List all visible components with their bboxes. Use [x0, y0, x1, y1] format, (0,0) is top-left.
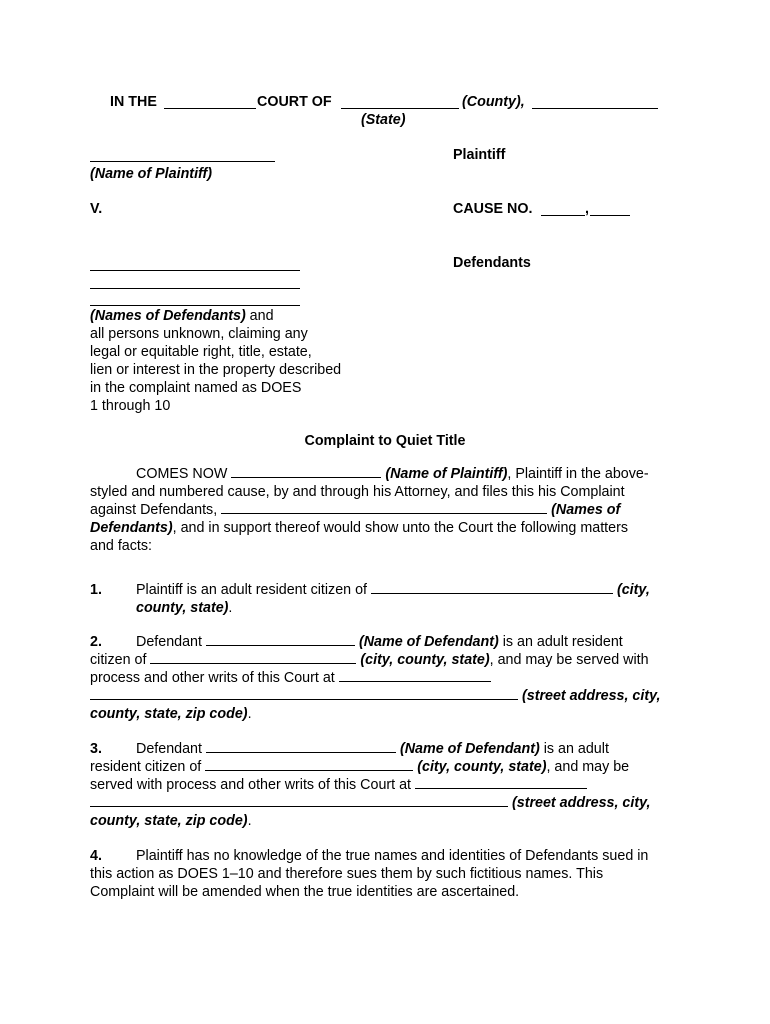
paragraph-number: 4. — [90, 848, 102, 864]
state-label: (State) — [361, 112, 406, 128]
defendants-label: Defendants — [453, 255, 531, 271]
intro-line-5: and facts: — [90, 538, 152, 554]
county-zip-label: county, state, zip code) — [90, 813, 248, 829]
p2-line-5 — [90, 705, 252, 723]
p3-line-5 — [90, 812, 252, 830]
document-title: Complaint to Quiet Title — [304, 433, 466, 449]
unknown-persons-line: 1 through 10 — [90, 398, 171, 414]
defendant-name-blank-1 — [90, 270, 300, 271]
versus-label: V. — [90, 201, 103, 217]
unknown-persons-line: legal or equitable right, title, estate, — [90, 344, 312, 360]
city-label: (city, — [616, 582, 650, 598]
p1-location-blank — [371, 581, 613, 594]
address-blank — [90, 687, 518, 700]
plaintiff-name-blank — [231, 465, 381, 478]
p3-line-2 — [90, 758, 629, 776]
period: . — [228, 600, 233, 616]
name-of-defendant-label: (Name of Defendant) — [358, 634, 499, 650]
citizen-of-text: citizen of — [90, 652, 147, 668]
intro-line-1 — [136, 465, 649, 483]
county-blank — [341, 108, 459, 109]
name-of-defendant-label: (Name of Defendant) — [399, 741, 540, 757]
county-label: (County), — [462, 94, 525, 110]
p3-text: served with process and other writs of this Court at — [90, 777, 412, 793]
defendant-text: Defendant — [136, 634, 202, 650]
p2-text: , and may be served with — [489, 652, 649, 668]
p2-line-2 — [90, 651, 649, 669]
p3-line-4 — [90, 794, 651, 812]
in-the-label: IN THE — [110, 94, 157, 110]
intro-line-2: styled and numbered cause, by and through his Attorney, and files this his Complaint — [90, 484, 625, 500]
county-zip-label: county, state, zip code) — [90, 706, 248, 722]
names-of-defendants-line — [90, 307, 274, 325]
p2-line-1 — [90, 633, 623, 651]
cause-no-blank-2 — [590, 215, 630, 216]
defendant-name-blank-3 — [90, 305, 300, 306]
p1-line-2 — [136, 599, 232, 617]
p2-line-3 — [90, 669, 491, 687]
court-of-label: COURT OF — [257, 94, 332, 110]
p2-text: is an adult resident — [498, 634, 623, 650]
period: . — [247, 706, 252, 722]
p3-text: is an adult — [539, 741, 609, 757]
defendant-names-blank — [221, 501, 547, 514]
cause-no-separator: , — [585, 201, 589, 217]
name-of-plaintiff-label: (Name of Plaintiff) — [90, 166, 213, 182]
p3-line-3 — [90, 776, 587, 794]
cause-no-label: CAUSE NO. — [453, 201, 533, 217]
citizen-location-blank — [150, 651, 356, 664]
intro-line-3 — [90, 501, 620, 519]
p1-text: Plaintiff is an adult resident citizen of — [136, 582, 367, 598]
p2-line-4 — [90, 687, 661, 705]
cause-no-blank-1 — [541, 215, 585, 216]
defendant-text: Defendant — [136, 741, 202, 757]
street-address-label: (street address, city, — [511, 795, 651, 811]
intro-text: , Plaintiff in the above- — [507, 466, 649, 482]
paragraph-number: 2. — [90, 634, 102, 650]
unknown-persons-line: lien or interest in the property described — [90, 362, 342, 378]
paragraph-number: 1. — [90, 582, 102, 598]
plaintiff-label: Plaintiff — [453, 147, 506, 163]
street-address-label: (street address, city, — [521, 688, 661, 704]
p1-line-1 — [90, 581, 650, 599]
address-blank — [415, 776, 587, 789]
defendant-name-blank — [206, 740, 396, 753]
paragraph-number: 3. — [90, 741, 102, 757]
citizen-location-blank — [205, 758, 413, 771]
names-of-defendants-and: and — [245, 308, 274, 324]
county-state-label: county, state) — [136, 600, 229, 616]
court-name-blank — [164, 108, 256, 109]
defendants-word-label: Defendants) — [90, 520, 173, 536]
p3-text: , and may be — [546, 759, 630, 775]
intro-line-4 — [90, 519, 628, 537]
p4-line-2: this action as DOES 1–10 and therefore sues them by such fictitious names. This — [90, 866, 604, 882]
resident-citizen-text: resident citizen of — [90, 759, 202, 775]
p2-text: process and other writs of this Court at — [90, 670, 335, 686]
comes-now-text: COMES NOW — [136, 466, 228, 482]
p4-line-1 — [90, 847, 648, 865]
address-blank — [339, 669, 491, 682]
state-blank — [532, 108, 658, 109]
defendant-name-blank-2 — [90, 288, 300, 289]
period: . — [247, 813, 252, 829]
names-of-defendants-label: (Names of Defendants) — [90, 308, 246, 324]
p4-text: Plaintiff has no knowledge of the true names and identities of Defendants sued in — [136, 848, 649, 864]
address-blank — [90, 794, 508, 807]
names-of-label: (Names of — [551, 502, 621, 518]
unknown-persons-line: all persons unknown, claiming any — [90, 326, 308, 342]
unknown-persons-line: in the complaint named as DOES — [90, 380, 302, 396]
intro-text: , and in support thereof would show unto the Court the following matters — [172, 520, 629, 536]
defendant-name-blank — [206, 633, 355, 646]
name-of-plaintiff-label: (Name of Plaintiff) — [385, 466, 508, 482]
city-county-state-label: (city, county, state) — [360, 652, 490, 668]
intro-text: against Defendants, — [90, 502, 218, 518]
p3-line-1 — [90, 740, 609, 758]
p4-line-3: Complaint will be amended when the true identities are ascertained. — [90, 884, 520, 900]
city-county-state-label: (city, county, state) — [417, 759, 547, 775]
plaintiff-name-blank — [90, 161, 275, 162]
